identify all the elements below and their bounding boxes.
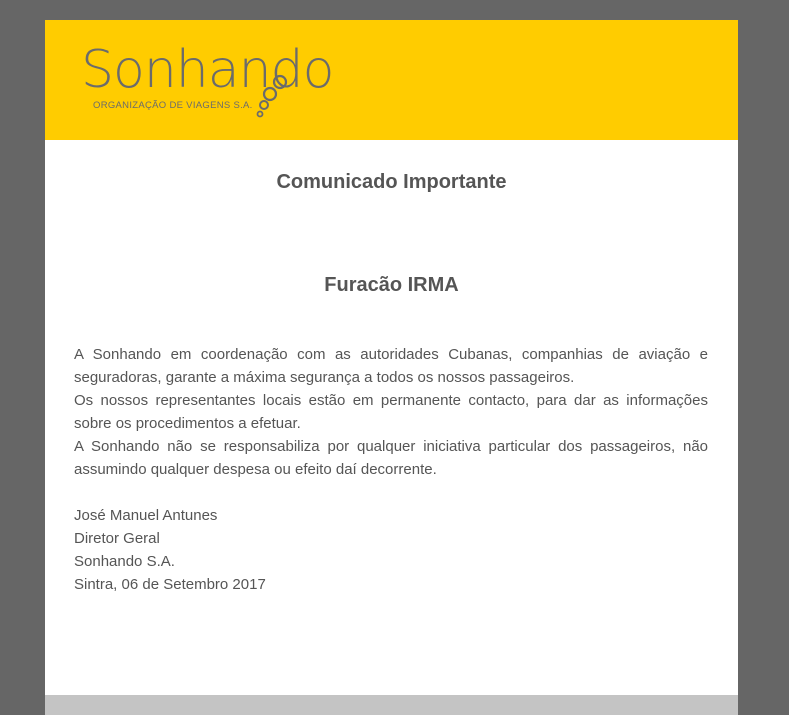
email-header	[45, 20, 738, 140]
signature-company: Sonhando S.A.	[74, 553, 175, 570]
signature-place-date: Sintra, 06 de Setembro 2017	[74, 576, 266, 593]
announcement-subtitle: Furacão IRMA	[324, 274, 459, 296]
sonhando-logo	[81, 40, 334, 122]
body-paragraph: A Sonhando não se responsabiliza por qualquer iniciativa particular dos passageiros, não assumindo qualquer despesa ou efeito daí decorrente.	[74, 438, 708, 478]
window-frame	[0, 0, 789, 20]
body-paragraph: Os nossos representantes locais estão em permanente contacto, para dar as informações sobre os procedimentos a efetuar.	[74, 392, 708, 432]
signature-block	[74, 504, 266, 596]
footer-bar	[45, 695, 738, 715]
email-body	[45, 20, 738, 715]
bubbles-icon	[256, 72, 306, 122]
logo-subtitle: ORGANIZAÇÃO DE VIAGENS S.A.	[93, 100, 253, 111]
body-paragraph: A Sonhando em coordenação com as autoridades Cubanas, companhias de aviação e seguradoras, garante a máxima segurança a todos os nossos passageiros.	[74, 346, 708, 386]
signature-role: Diretor Geral	[74, 530, 160, 547]
announcement-body	[74, 343, 708, 481]
signature-name: José Manuel Antunes	[74, 507, 218, 524]
logo-wordmark: Sonhando	[81, 40, 334, 100]
announcement-title: Comunicado Importante	[276, 171, 507, 193]
